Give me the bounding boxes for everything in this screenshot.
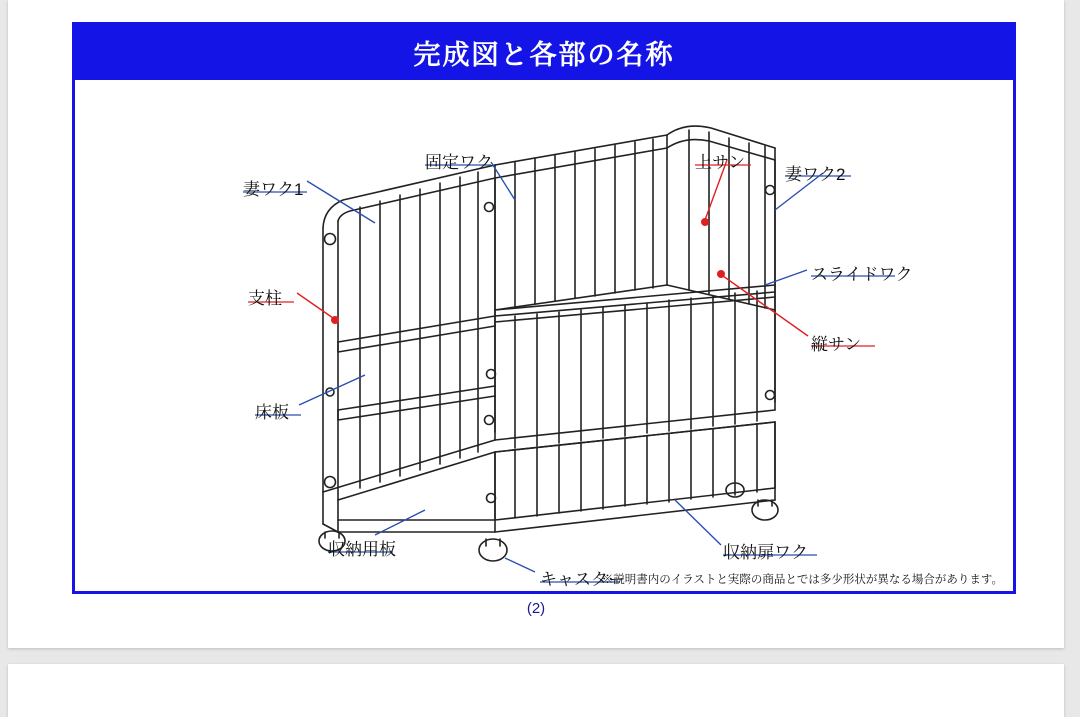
label-tsuma-waku-2: 妻ワク2 bbox=[785, 165, 846, 184]
footnote: ※説明書内のイラストと実際の商品とでは多少形状が異なる場合があります。 bbox=[601, 574, 1003, 586]
label-slide-waku: スライドワク bbox=[811, 265, 913, 284]
label-ue-san: 上サン bbox=[695, 153, 746, 172]
crib-illustration bbox=[75, 80, 1013, 594]
document-page bbox=[8, 0, 1064, 648]
page-number: (2) bbox=[526, 600, 546, 617]
label-kotei-waku: 固定ワク bbox=[425, 153, 493, 172]
label-tate-san: 縦サン bbox=[811, 335, 862, 354]
label-caster: キャスター bbox=[540, 570, 625, 589]
diagram-frame bbox=[72, 22, 1016, 594]
next-document-page bbox=[8, 664, 1064, 717]
page-title: 完成図と各部の名称 bbox=[75, 25, 1013, 80]
label-shuno-youban: 収納用板 bbox=[328, 540, 396, 559]
label-yukaita: 床板 bbox=[255, 403, 289, 422]
label-shuno-tobira: 収納扉ワク bbox=[723, 543, 808, 562]
label-tsuma-waku-1: 妻ワク1 bbox=[243, 180, 304, 199]
label-shichu: 支柱 bbox=[248, 289, 282, 308]
